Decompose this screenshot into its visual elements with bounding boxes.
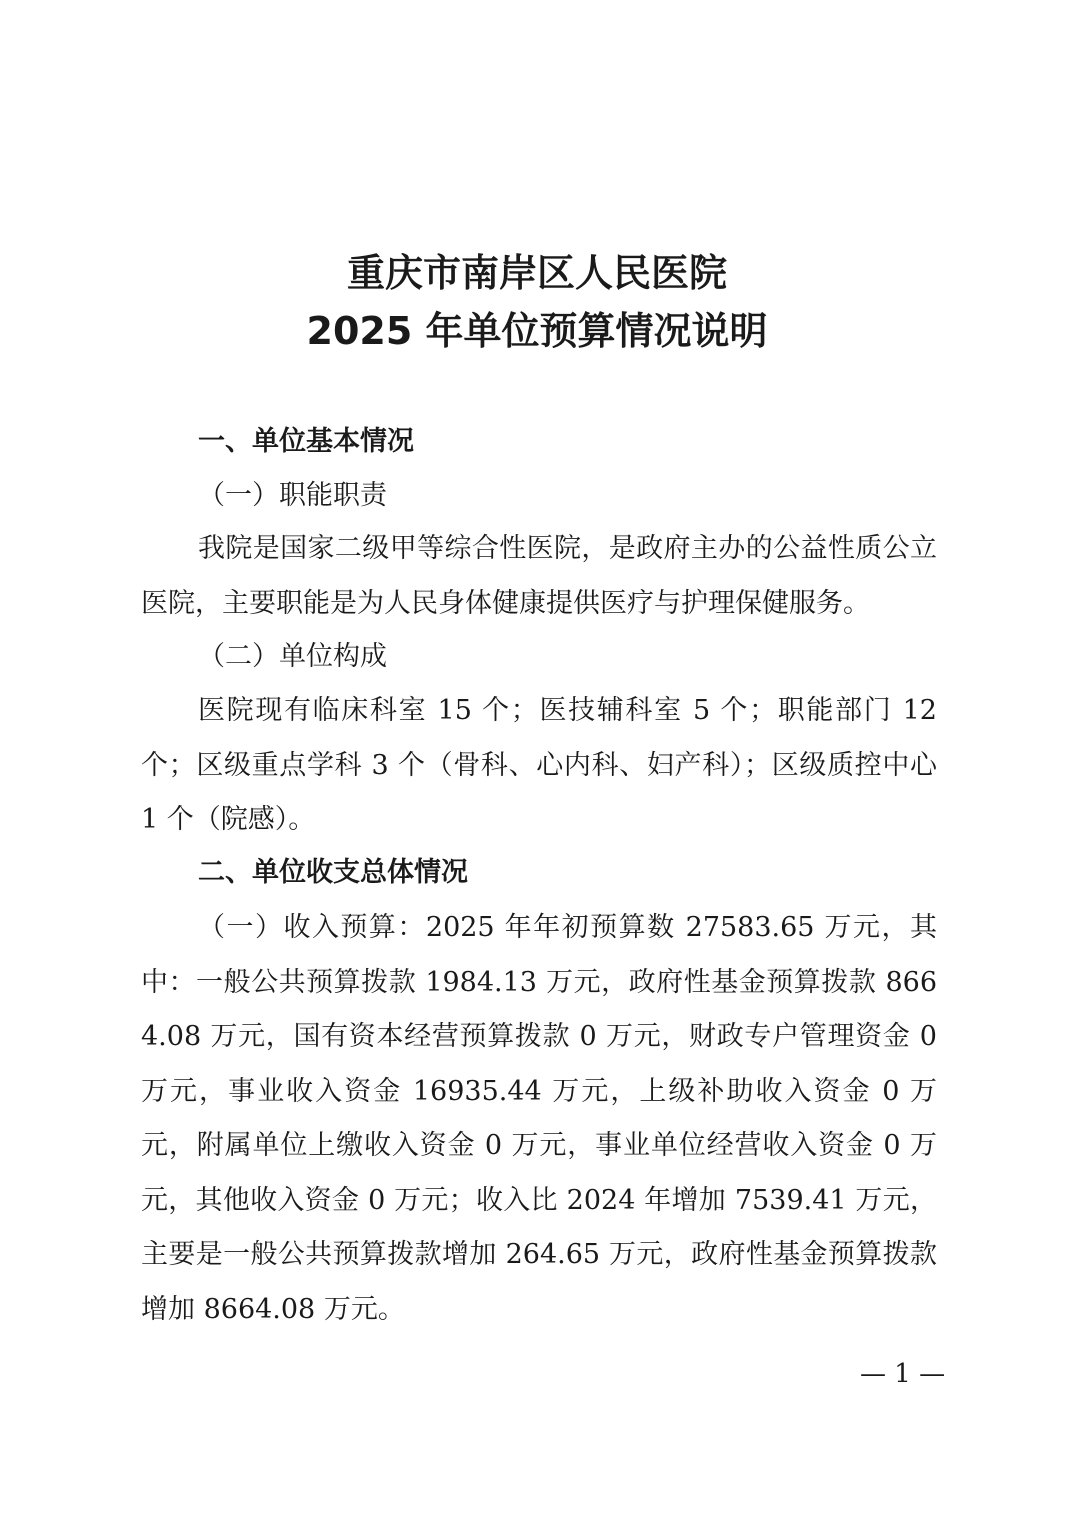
section2-sub1-paragraph <box>141 901 937 1337</box>
section1-sub1-heading: （一）职能职责 <box>198 480 387 511</box>
page-number: — 1 — <box>860 1359 946 1389</box>
document-title-line2: 2025 年单位预算情况说明 <box>306 309 768 353</box>
section2-heading: 二、单位收支总体情况 <box>198 857 468 888</box>
section1-sub2-heading: （二）单位构成 <box>198 641 387 672</box>
section1-sub1-paragraph: 我院是国家二级甲等综合性医院，是政府主办的公益性质公立医院，主要职能是为人民身体健康提供医疗与护理保健服务。 <box>141 533 937 619</box>
document-title-line1: 重庆市南岸区人民医院 <box>346 251 727 295</box>
section2-sub1-text: 2025 年年初预算数 27583.65 万元，其中：一般公共预算拨款 1984.13 万元，政府性基金预算拨款 8664.08 万元，国有资本经营预算拨款 0 万元，财政专户管理资金 0 万元，事业收入资金 16935.44 万元，上级补助收入资金 0 万元，附属单位上缴收入资金 0 万元，事业单位经营收入资金 0 万元，其他收入资金 0 万元；收入比 2024 年增加 7539.41 万元，主要是一般公共预算拨款增加 264.65 万元，政府性基金预算拨款增加 8664.08 万元。 <box>141 912 938 1325</box>
section1-heading: 一、单位基本情况 <box>198 426 414 457</box>
section2-sub1-lead: （一）收入预算： <box>198 912 426 943</box>
section1-sub2-paragraph: 医院现有临床科室 15 个；医技辅科室 5 个；职能部门 12 个；区级重点学科 3 个（骨科、心内科、妇产科）；区级质控中心 1 个（院感）。 <box>141 695 937 835</box>
